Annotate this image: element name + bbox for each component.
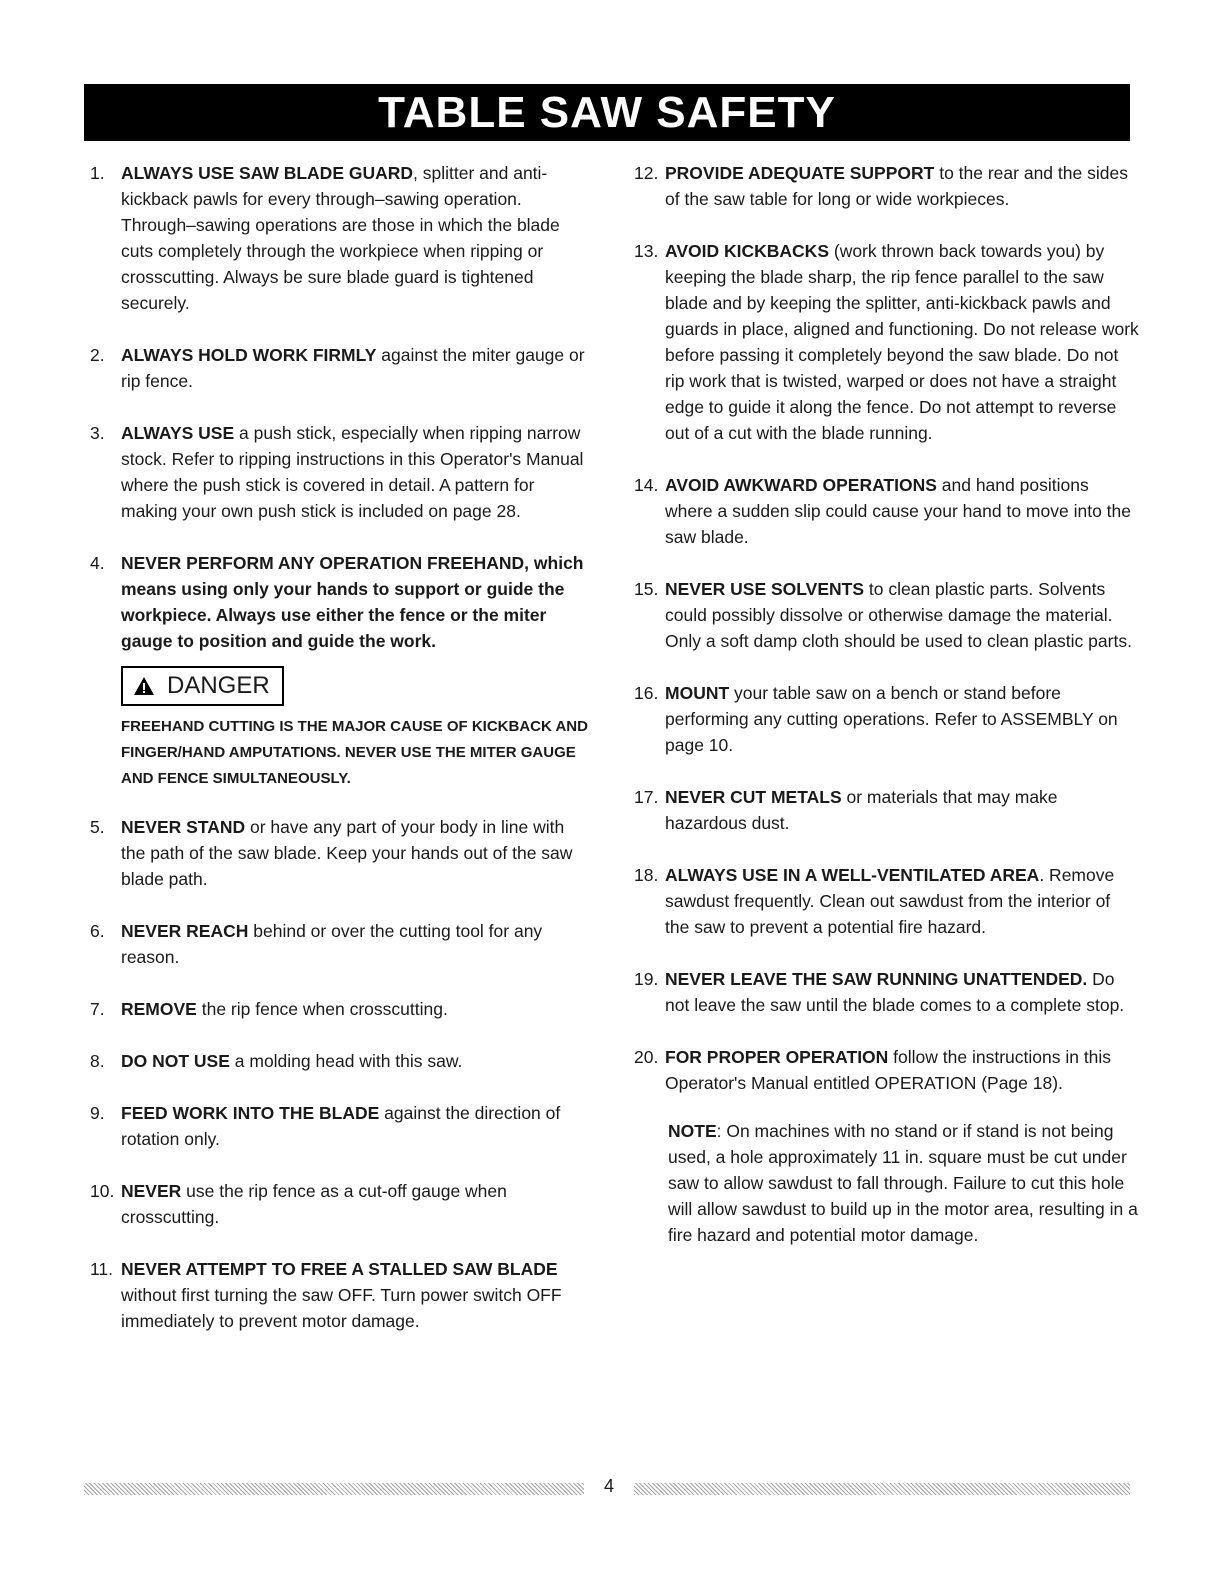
- safety-rule-item: [90, 420, 590, 524]
- safety-rule-item: [634, 160, 1139, 212]
- danger-text: FREEHAND CUTTING IS THE MAJOR CAUSE OF KICKBACK AND FINGER/HAND AMPUTATIONS. NEVER USE THE MITER GAUGE AND FENCE SIMULTANEOUSLY.: [121, 718, 588, 787]
- safety-rule-item: [634, 472, 1139, 550]
- rule-number: 15.: [634, 579, 659, 599]
- page-title: TABLE SAW SAFETY: [84, 84, 1130, 141]
- rule-text: NEVER PERFORM ANY OPERATION FREEHAND, which means using only your hands to support or guide the workpiece. Always use either the fence or the miter gauge to position and guide the work.: [121, 553, 584, 651]
- page-number: 4: [603, 1476, 614, 1496]
- safety-rule-item: [90, 342, 590, 394]
- rule-text: NEVER ATTEMPT TO FREE A STALLED SAW BLADE without first turning the saw OFF. Turn power switch OFF immediately to prevent motor damage.: [121, 1259, 562, 1331]
- rule-text: DO NOT USE a molding head with this saw.: [121, 1051, 463, 1071]
- safety-rule-item: [634, 238, 1139, 446]
- danger-label: DANGER: [121, 666, 284, 706]
- rule-number: 10.: [90, 1181, 115, 1201]
- safety-rule-item: [90, 1178, 590, 1230]
- rule-number: 13.: [634, 241, 659, 261]
- rule-number: 18.: [634, 865, 659, 885]
- safety-rule-item: [90, 160, 590, 316]
- rule-number: 7.: [90, 999, 105, 1019]
- note-paragraph: NOTE: On machines with no stand or if stand is not being used, a hole approximately 11 in. square must be cut under saw to allow sawdust to fall through. Failure to cut this hole will allow sawdust to build up in the motor area, resulting in a fire hazard and potential motor damage.: [668, 1121, 1138, 1245]
- safety-rule-item: [90, 996, 590, 1022]
- rule-number: 8.: [90, 1051, 105, 1071]
- safety-rule-item: [90, 1100, 590, 1152]
- rule-text: REMOVE the rip fence when crosscutting.: [121, 999, 448, 1019]
- rule-text: NEVER LEAVE THE SAW RUNNING UNATTENDED. Do not leave the saw until the blade comes to a complete stop.: [665, 969, 1125, 1015]
- safety-rule-item: [634, 576, 1139, 654]
- safety-rule-item: [90, 918, 590, 970]
- rule-text: MOUNT your table saw on a bench or stand before performing any cutting operations. Refer to ASSEMBLY on page 10.: [665, 683, 1118, 755]
- rule-text: FOR PROPER OPERATION follow the instructions in this Operator's Manual entitled OPERATION (Page 18).: [665, 1047, 1112, 1093]
- rule-text: ALWAYS HOLD WORK FIRMLY against the miter gauge or rip fence.: [121, 345, 585, 391]
- rule-text: FEED WORK INTO THE BLADE against the direction of rotation only.: [121, 1103, 561, 1149]
- rule-number: 12.: [634, 163, 659, 183]
- rule-text: AVOID KICKBACKS (work thrown back towards you) by keeping the blade sharp, the rip fence parallel to the saw blade and by keeping the splitter, anti-kickback pawls and guards in place, aligned and functioning. Do not release work before passing it completely beyond the saw blade. Do not rip work that is twisted, warped or does not have a straight edge to guide it along the fence. Do not attempt to reverse out of a cut with the blade running.: [665, 241, 1139, 443]
- rule-number: 19.: [634, 969, 659, 989]
- rule-number: 2.: [90, 345, 105, 365]
- rule-text: PROVIDE ADEQUATE SUPPORT to the rear and the sides of the saw table for long or wide workpieces.: [665, 163, 1128, 209]
- left-column: [90, 160, 590, 1360]
- safety-rule-item: [90, 1048, 590, 1074]
- rule-number: 4.: [90, 553, 105, 573]
- safety-rule-item: [90, 814, 590, 892]
- rule-text: NEVER USE SOLVENTS to clean plastic parts. Solvents could possibly dissolve or otherwise damage the material. Only a soft damp cloth should be used to clean plastic parts.: [665, 579, 1132, 651]
- rule-number: 6.: [90, 921, 105, 941]
- footer-pattern-right: [634, 1483, 1130, 1495]
- rule-text: AVOID AWKWARD OPERATIONS and hand positions where a sudden slip could cause your hand to move into the saw blade.: [665, 475, 1131, 547]
- rule-text: NEVER STAND or have any part of your body in line with the path of the saw blade. Keep your hands out of the saw blade path.: [121, 817, 573, 889]
- danger-callout: [121, 666, 590, 792]
- safety-rule-item: [634, 966, 1139, 1018]
- safety-rule-item: [634, 862, 1139, 940]
- safety-rule-item: [90, 1256, 590, 1334]
- warning-triangle-icon: [133, 676, 155, 696]
- footer-pattern-left: [84, 1483, 584, 1495]
- page-footer: [84, 1478, 1130, 1500]
- rule-number: 1.: [90, 163, 105, 183]
- safety-rule-item: [634, 1044, 1139, 1096]
- right-column: [634, 160, 1139, 1248]
- rule-number: 9.: [90, 1103, 105, 1123]
- rule-number: 11.: [90, 1259, 114, 1279]
- rule-text: ALWAYS USE SAW BLADE GUARD, splitter and anti-kickback pawls for every through–sawing operation. Through–sawing operations are those in which the blade cuts completely through the workpiece when ripping or crosscutting. Always be sure blade guard is tightened securely.: [121, 163, 560, 313]
- rule-number: 14.: [634, 475, 659, 495]
- rule-text: NEVER CUT METALS or materials that may make hazardous dust.: [665, 787, 1058, 833]
- rule-text: NEVER REACH behind or over the cutting tool for any reason.: [121, 921, 543, 967]
- rule-number: 17.: [634, 787, 659, 807]
- rule-number: 3.: [90, 423, 105, 443]
- rule-text: ALWAYS USE a push stick, especially when ripping narrow stock. Refer to ripping instructions in this Operator's Manual where the push stick is covered in detail. A pattern for making your own push stick is included on page 28.: [121, 423, 584, 521]
- rule-text: NEVER use the rip fence as a cut-off gauge when crosscutting.: [121, 1181, 507, 1227]
- rule-number: 5.: [90, 817, 105, 837]
- rule-number: 16.: [634, 683, 659, 703]
- rule-number: 20.: [634, 1047, 659, 1067]
- safety-rule-item: [634, 784, 1139, 836]
- safety-rule-item: [634, 680, 1139, 758]
- safety-rule-item: [90, 550, 590, 654]
- rule-text: ALWAYS USE IN A WELL-VENTILATED AREA. Remove sawdust frequently. Clean out sawdust from the interior of the saw to prevent a potential fire hazard.: [665, 865, 1115, 937]
